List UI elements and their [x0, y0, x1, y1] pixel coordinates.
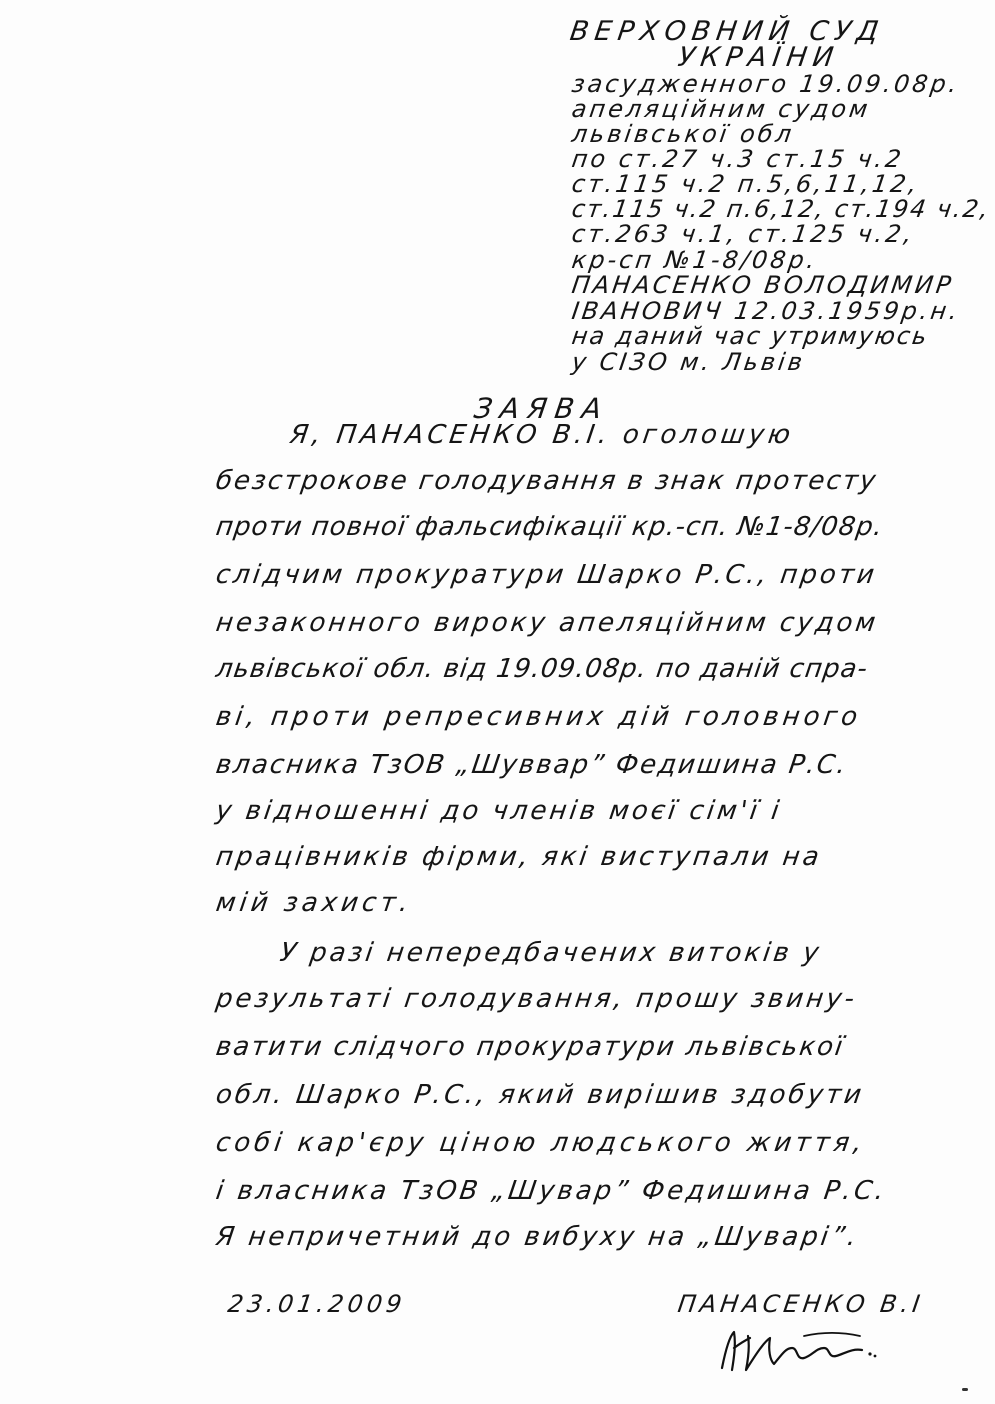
paragraph-line: ві, проти репресивних дій головного	[214, 702, 864, 732]
addressee-line: кр-сп №1-8/08р.	[570, 246, 820, 274]
addressee-line: ІВАНОВИЧ 12.03.1959р.н.	[570, 297, 962, 325]
document-title: ЗАЯВА	[472, 392, 612, 425]
addressee-line: апеляційним судом	[570, 95, 873, 123]
addressee-line: ВЕРХОВНИЙ СУД	[568, 16, 887, 47]
paragraph-line: незаконного вироку апеляційним судом	[214, 608, 881, 638]
paragraph-line: мій захист.	[214, 888, 414, 918]
paragraph-line: працівників фірми, які виступали на	[214, 842, 824, 872]
paragraph-line: проти повної фальсифікації кр.-сп. №1-8/08р.	[214, 512, 886, 542]
paragraph-line: обл. Шарко Р.С., який вирішив здобути	[214, 1080, 867, 1110]
addressee-line: ст.263 ч.1, ст.125 ч.2,	[570, 220, 917, 248]
paragraph-line: собі кар'єру ціною людського життя,	[214, 1128, 868, 1158]
paragraph-line: безстрокове голодування в знак протесту	[214, 466, 880, 496]
addressee-line: у СІЗО м. Львів	[570, 348, 808, 376]
paragraph-line: результаті голодування, прошу звину-	[214, 984, 860, 1014]
paragraph-line: у відношенні до членів моєї сім'ї і	[214, 796, 784, 826]
paragraph-line: ватити слідчого прокуратури львівської	[214, 1032, 847, 1062]
addressee-line: львівської обл	[570, 120, 797, 148]
paragraph-line: Я непричетний до вибуху на „Шуварі”.	[214, 1222, 861, 1252]
statement-date: 23.01.2009	[226, 1290, 408, 1318]
addressee-line: ст.115 ч.2 п.6,12, ст.194 ч.2,	[570, 195, 992, 223]
scan-speck	[962, 1388, 968, 1391]
addressee-line: засудженного 19.09.08р.	[570, 70, 962, 98]
paragraph-line: власника ТзОВ „Шуввар” Федишина Р.С.	[214, 750, 850, 780]
paragraph-line: У разі непередбачених витоків у	[278, 938, 824, 968]
paragraph-line: львівської обл. від 19.09.08р. по даній спра-	[214, 654, 871, 684]
addressee-line: ст.115 ч.2 п.5,6,11,12,	[570, 170, 922, 198]
paragraph-line: і власника ТзОВ „Шувар” Федишина Р.С.	[214, 1176, 889, 1206]
paragraph-line: слідчим прокуратури Шарко Р.С., проти	[214, 560, 880, 590]
paragraph-line: Я, ПАНАСЕНКО В.І. оголошую	[288, 420, 797, 450]
signer-name: ПАНАСЕНКО В.І	[676, 1290, 926, 1318]
handwritten-signature	[712, 1318, 882, 1378]
addressee-line: на даний час утримуюсь	[570, 322, 931, 350]
addressee-line: УКРАЇНИ	[676, 42, 842, 73]
addressee-line: по ст.27 ч.3 ст.15 ч.2	[570, 145, 906, 173]
addressee-line: ПАНАСЕНКО ВОЛОДИМИР	[570, 271, 956, 299]
